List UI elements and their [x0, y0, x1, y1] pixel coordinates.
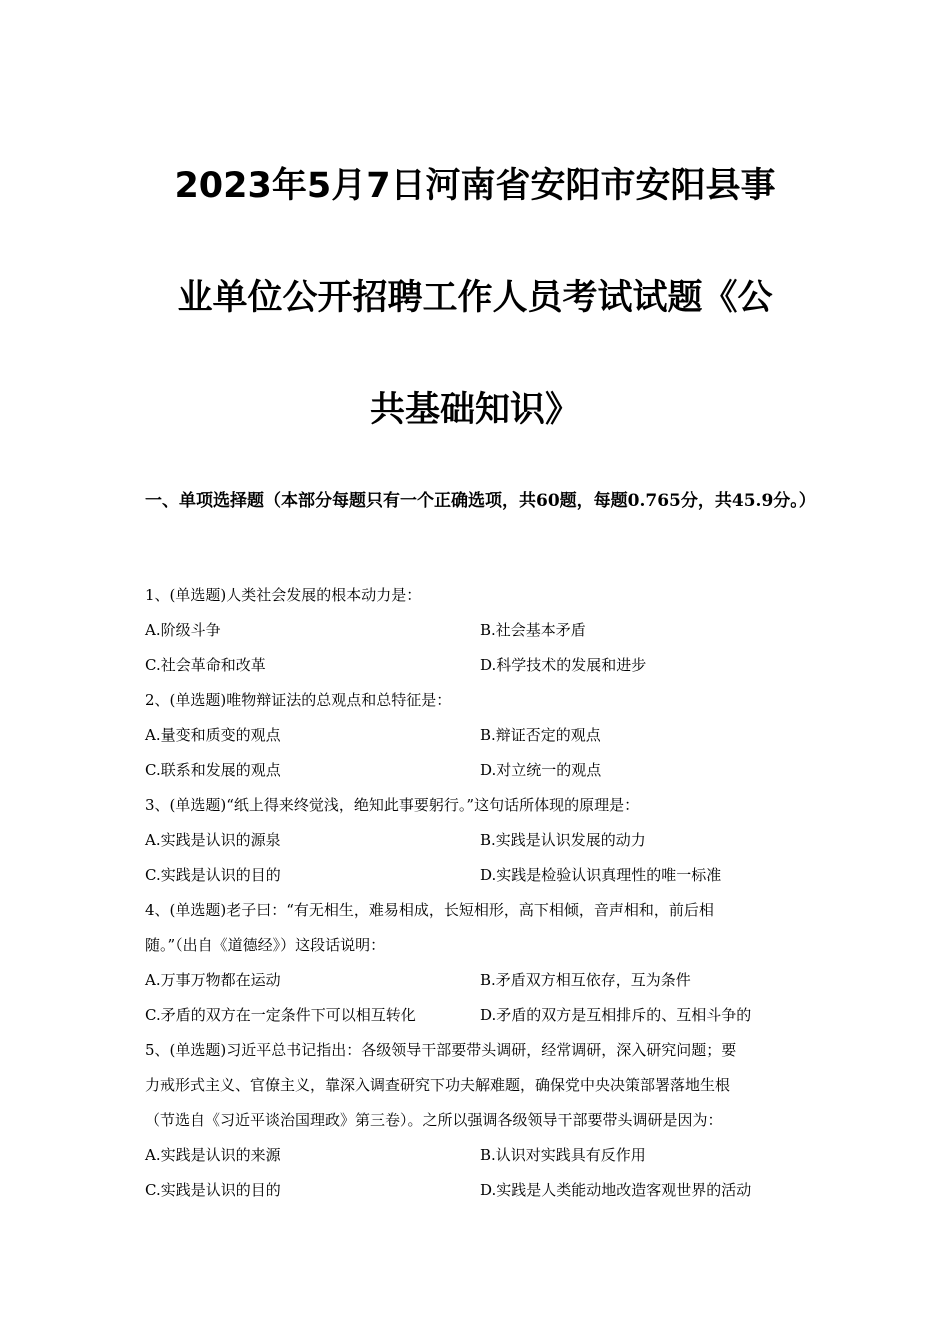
option-a: A.实践是认识的源泉 [145, 831, 281, 849]
option-row [145, 858, 810, 893]
option-row [145, 1173, 810, 1208]
question-stem: 3、(单选题)“纸上得来终觉浅，绝知此事要躬行。”这句话所体现的原理是： [145, 796, 640, 814]
question-stem: 1、(单选题)人类社会发展的根本动力是： [145, 586, 422, 604]
title-line-1: 2023年5月7日河南省安阳市安阳县事 [174, 166, 776, 206]
option-row [145, 648, 810, 683]
section-heading: 一、单项选择题（本部分每题只有一个正确选项，共60题，每题0.765分，共45.9分。） [145, 491, 816, 511]
option-a: A.万事万物都在运动 [145, 971, 281, 989]
option-b: B.辩证否定的观点 [480, 726, 601, 744]
question-stem: 2、(单选题)唯物辩证法的总观点和总特征是： [145, 691, 452, 709]
option-b: B.认识对实践具有反作用 [480, 1146, 646, 1164]
option-a: A.实践是认识的来源 [145, 1146, 281, 1164]
question-2 [145, 683, 810, 788]
option-row [145, 1138, 810, 1173]
option-d: D.实践是检验认识真理性的唯一标准 [480, 866, 722, 884]
document-title [0, 150, 950, 486]
question-4 [145, 893, 810, 1033]
option-c: C.实践是认识的目的 [145, 1181, 281, 1199]
question-stem-line-1: 5、(单选题)习近平总书记指出：各级领导干部要带头调研，经常调研，深入研究问题；要 [145, 1041, 737, 1059]
question-stem-line-2: 随。”（出自《道德经》）这段话说明： [145, 936, 386, 954]
option-row [145, 963, 810, 998]
option-d: D.矛盾的双方是互相排斥的、互相斗争的 [480, 1006, 752, 1024]
question-5 [145, 1033, 810, 1208]
option-c: C.社会革命和改革 [145, 656, 266, 674]
option-d: D.对立统一的观点 [480, 761, 602, 779]
option-a: A.阶级斗争 [145, 621, 221, 639]
option-row [145, 823, 810, 858]
question-3 [145, 788, 810, 893]
option-d: D.科学技术的发展和进步 [480, 656, 647, 674]
option-b: B.社会基本矛盾 [480, 621, 586, 639]
option-row [145, 613, 810, 648]
option-b: B.矛盾双方相互依存，互为条件 [480, 971, 691, 989]
question-stem-line-3: （节选自《习近平谈治国理政》第三卷）。之所以强调各级领导干部要带头调研是因为： [145, 1111, 723, 1129]
question-stem-line-2: 力戒形式主义、官僚主义，靠深入调查研究下功夫解难题，确保党中央决策部署落地生根 [145, 1076, 731, 1094]
question-list [145, 578, 810, 1208]
option-c: C.联系和发展的观点 [145, 761, 281, 779]
question-stem-line-1: 4、(单选题)老子曰：“有无相生，难易相成，长短相形，高下相倾，音声相和，前后相 [145, 901, 714, 919]
option-d: D.实践是人类能动地改造客观世界的活动 [480, 1181, 752, 1199]
option-c: C.矛盾的双方在一定条件下可以相互转化 [145, 1006, 416, 1024]
option-b: B.实践是认识发展的动力 [480, 831, 646, 849]
question-1 [145, 578, 810, 683]
option-row [145, 718, 810, 753]
option-a: A.量变和质变的观点 [145, 726, 281, 744]
option-c: C.实践是认识的目的 [145, 866, 281, 884]
option-row [145, 998, 810, 1033]
option-row [145, 753, 810, 788]
title-line-2: 业单位公开招聘工作人员考试试题《公 [177, 278, 773, 318]
title-line-3: 共基础知识》 [369, 390, 580, 430]
